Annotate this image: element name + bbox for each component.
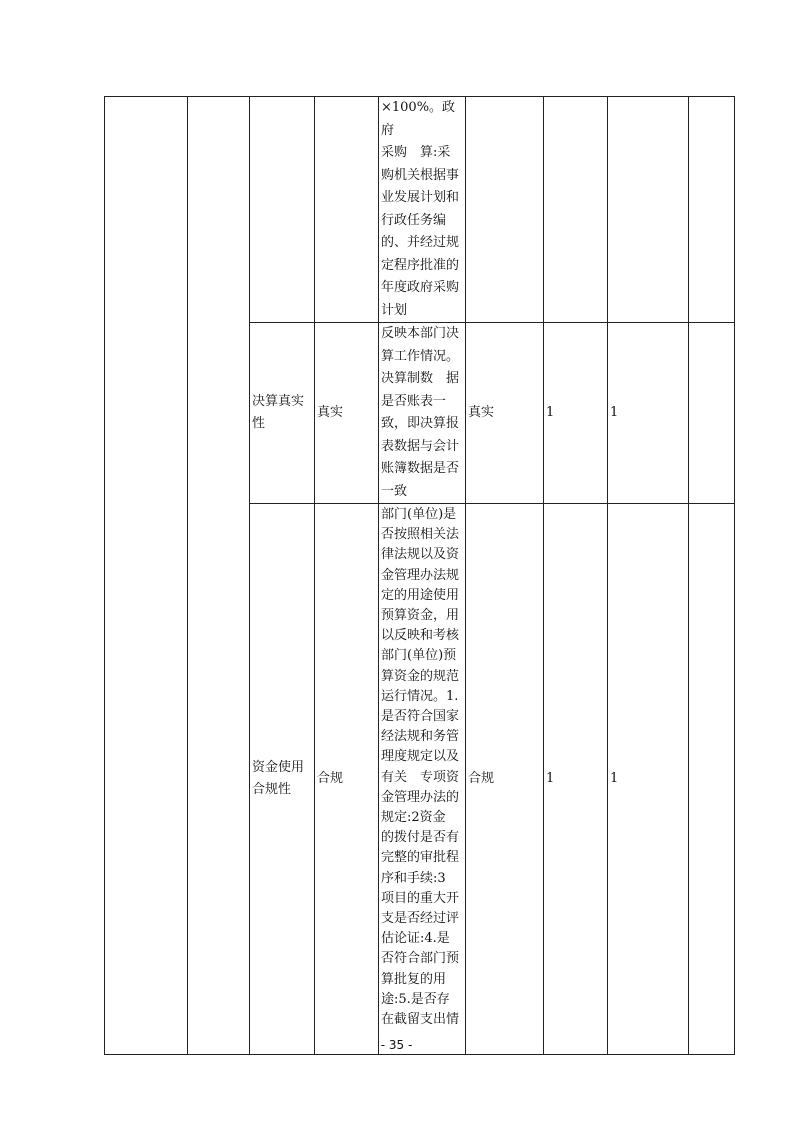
page-number: - 35 - — [380, 1038, 413, 1052]
actual-value-cell: 合规 — [466, 504, 544, 1055]
remark-cell — [689, 323, 735, 504]
level3-indicator-cell: 资金使用 合规性 — [250, 504, 315, 1055]
level2-indicator-cell — [188, 97, 250, 1055]
indicator-value-cell — [315, 97, 379, 323]
weight-cell: 1 — [544, 504, 608, 1055]
level1-indicator-cell — [105, 97, 188, 1055]
weight-cell: 1 — [544, 323, 608, 504]
actual-value-cell: 真实 — [466, 323, 544, 504]
level3-indicator-cell: 决算真实 性 — [250, 323, 315, 504]
indicator-value-cell: 合规 — [315, 504, 379, 1055]
score-cell: 1 — [608, 323, 689, 504]
actual-value-cell — [466, 97, 544, 323]
score-cell: 1 — [608, 504, 689, 1055]
score-cell — [608, 97, 689, 323]
indicator-description-cell: 反映本部门决 算工作情况。 决算制数 据 是否账表一 致，即决算报 表数据与会计 账簿数据是否 一致 — [379, 323, 466, 504]
table-row — [105, 97, 735, 323]
remark-cell — [689, 504, 735, 1055]
indicator-description-cell: ×100%。政府 采购 算:采 购机关根据事 业发展计划和 行政任务编 的、并经过规 定程序批准的 年度政府采购 计划 — [379, 97, 466, 323]
indicator-table — [104, 96, 735, 1055]
level3-indicator-cell — [250, 97, 315, 323]
indicator-description-cell: 部门(单位)是 否按照相关法 律法规以及资 金管理办法规 定的用途使用 预算资金，用 以反映和考核 部门(单位)预 算资金的规范 运行情况。1. 是否符合国家 经法规和务管 理度规定以及 有关 专项资 金管理办法的 规定:2资金 的拨付是否有 完整的审批程 序和手续:3 项目的重大开 支是否经过评 估论证:4.是 否符合部门预 算批复的用 途:5.是否存 在截留支出情 — [379, 504, 466, 1055]
indicator-value-cell: 真实 — [315, 323, 379, 504]
remark-cell — [689, 97, 735, 323]
weight-cell — [544, 97, 608, 323]
